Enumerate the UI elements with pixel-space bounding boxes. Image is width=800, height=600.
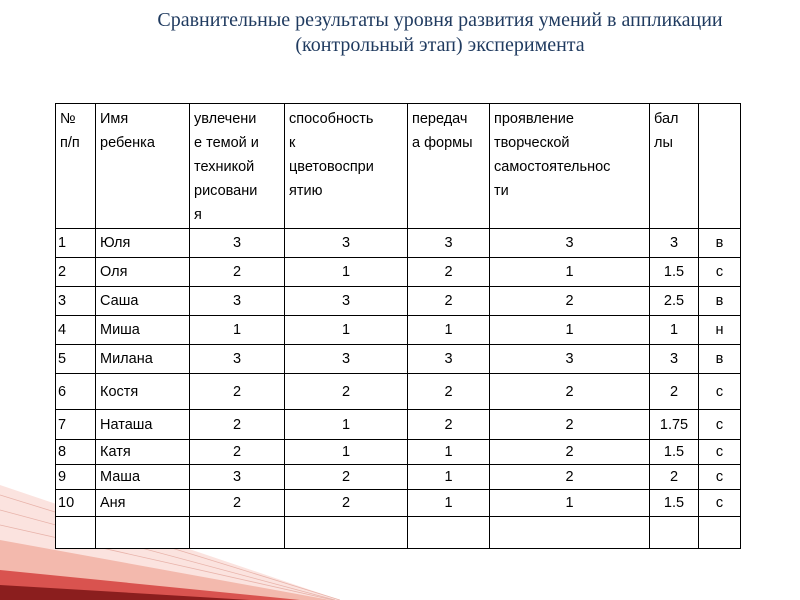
col-score-cell: 2 xyxy=(650,374,699,410)
col-name-cell: Костя xyxy=(96,374,190,410)
header-line: ятию xyxy=(289,183,323,199)
col-form-cell xyxy=(408,517,490,549)
header-line: к xyxy=(289,135,296,151)
header-col-number xyxy=(56,104,96,229)
col-creativity-cell: 2 xyxy=(490,465,650,490)
header-line: п/п xyxy=(60,135,80,151)
col-color-cell xyxy=(285,517,408,549)
col-form-cell: 2 xyxy=(408,287,490,316)
col-interest-cell xyxy=(190,517,285,549)
header-line: ребенка xyxy=(100,135,155,151)
col-score-cell: 2 xyxy=(650,465,699,490)
col-level-cell: с xyxy=(699,374,741,410)
col-score-cell: 1.5 xyxy=(650,490,699,517)
col-color-cell: 1 xyxy=(285,410,408,440)
col-creativity-cell: 2 xyxy=(490,287,650,316)
header-line: я xyxy=(194,207,202,223)
header-line: творческой xyxy=(494,135,570,151)
col-interest-cell: 2 xyxy=(190,490,285,517)
col-color-cell: 1 xyxy=(285,316,408,345)
col-creativity-cell: 3 xyxy=(490,229,650,258)
table-row xyxy=(56,410,741,440)
col-interest-cell: 3 xyxy=(190,465,285,490)
col-number-cell: 4 xyxy=(56,316,96,345)
col-score-cell: 1.5 xyxy=(650,258,699,287)
col-score-cell: 1 xyxy=(650,316,699,345)
col-score-cell xyxy=(650,517,699,549)
col-name-cell: Наташа xyxy=(96,410,190,440)
col-name-cell: Юля xyxy=(96,229,190,258)
col-level-cell: в xyxy=(699,345,741,374)
col-form-cell: 1 xyxy=(408,316,490,345)
col-level-cell: с xyxy=(699,258,741,287)
col-level-cell: с xyxy=(699,465,741,490)
table-row xyxy=(56,490,741,517)
col-creativity-cell xyxy=(490,517,650,549)
col-number-cell: 9 xyxy=(56,465,96,490)
results-table xyxy=(55,103,741,549)
col-level-cell: с xyxy=(699,490,741,517)
col-number-cell: 7 xyxy=(56,410,96,440)
col-interest-cell: 2 xyxy=(190,374,285,410)
col-number-cell: 1 xyxy=(56,229,96,258)
col-color-cell: 3 xyxy=(285,287,408,316)
slide-title xyxy=(95,8,785,58)
col-interest-cell: 3 xyxy=(190,229,285,258)
col-score-cell: 1.5 xyxy=(650,440,699,465)
header-line: бал xyxy=(654,111,679,127)
col-creativity-cell: 3 xyxy=(490,345,650,374)
header-col-name xyxy=(96,104,190,229)
col-form-cell: 1 xyxy=(408,490,490,517)
col-number-cell: 8 xyxy=(56,440,96,465)
col-interest-cell: 3 xyxy=(190,345,285,374)
col-color-cell: 3 xyxy=(285,229,408,258)
title-line-1: Сравнительные результаты уровня развития умений в аппликации xyxy=(157,9,723,31)
col-number-cell: 3 xyxy=(56,287,96,316)
header-col-score xyxy=(650,104,699,229)
col-level-cell: н xyxy=(699,316,741,345)
col-number-cell xyxy=(56,517,96,549)
col-form-cell: 2 xyxy=(408,374,490,410)
col-creativity-cell: 1 xyxy=(490,258,650,287)
table-row xyxy=(56,345,741,374)
col-name-cell: Маша xyxy=(96,465,190,490)
col-color-cell: 2 xyxy=(285,374,408,410)
header-line: проявление xyxy=(494,111,574,127)
col-color-cell: 1 xyxy=(285,258,408,287)
header-line: а формы xyxy=(412,135,473,151)
header-col-interest xyxy=(190,104,285,229)
col-score-cell: 1.75 xyxy=(650,410,699,440)
header-line: техникой xyxy=(194,159,255,175)
col-number-cell: 10 xyxy=(56,490,96,517)
col-level-cell: с xyxy=(699,410,741,440)
col-form-cell: 1 xyxy=(408,465,490,490)
header-line: цветовоспри xyxy=(289,159,374,175)
header-line: е темой и xyxy=(194,135,259,151)
col-level-cell: в xyxy=(699,229,741,258)
header-line: рисовани xyxy=(194,183,258,199)
header-line: самостоятельнос xyxy=(494,159,611,175)
col-color-cell: 2 xyxy=(285,490,408,517)
col-level-cell: в xyxy=(699,287,741,316)
table-row xyxy=(56,258,741,287)
col-color-cell: 3 xyxy=(285,345,408,374)
table-row xyxy=(56,517,741,549)
col-name-cell: Саша xyxy=(96,287,190,316)
col-form-cell: 3 xyxy=(408,345,490,374)
col-creativity-cell: 1 xyxy=(490,316,650,345)
title-line-2: (контрольный этап) эксперимента xyxy=(295,34,585,56)
col-score-cell: 3 xyxy=(650,229,699,258)
header-line: увлечени xyxy=(194,111,257,127)
col-name-cell xyxy=(96,517,190,549)
col-level-cell xyxy=(699,517,741,549)
col-form-cell: 1 xyxy=(408,440,490,465)
col-interest-cell: 2 xyxy=(190,258,285,287)
header-line: лы xyxy=(654,135,673,151)
col-interest-cell: 1 xyxy=(190,316,285,345)
col-score-cell: 3 xyxy=(650,345,699,374)
table-row xyxy=(56,229,741,258)
col-name-cell: Аня xyxy=(96,490,190,517)
col-color-cell: 2 xyxy=(285,465,408,490)
header-line: передач xyxy=(412,111,468,127)
table-row xyxy=(56,287,741,316)
header-line: Имя xyxy=(100,111,129,127)
header-line: № xyxy=(60,111,76,127)
table-row xyxy=(56,374,741,410)
header-col-form xyxy=(408,104,490,229)
col-creativity-cell: 2 xyxy=(490,374,650,410)
table-row xyxy=(56,465,741,490)
col-name-cell: Оля xyxy=(96,258,190,287)
col-level-cell: с xyxy=(699,440,741,465)
header-col-color xyxy=(285,104,408,229)
col-creativity-cell: 2 xyxy=(490,410,650,440)
header-line: ти xyxy=(494,183,509,199)
header-line: способность xyxy=(289,111,374,127)
col-score-cell: 2.5 xyxy=(650,287,699,316)
header-col-creativity xyxy=(490,104,650,229)
col-interest-cell: 3 xyxy=(190,287,285,316)
col-color-cell: 1 xyxy=(285,440,408,465)
col-number-cell: 6 xyxy=(56,374,96,410)
header-row xyxy=(56,104,741,229)
col-interest-cell: 2 xyxy=(190,440,285,465)
col-creativity-cell: 1 xyxy=(490,490,650,517)
table-row xyxy=(56,440,741,465)
col-name-cell: Катя xyxy=(96,440,190,465)
col-form-cell: 3 xyxy=(408,229,490,258)
table-row xyxy=(56,316,741,345)
col-form-cell: 2 xyxy=(408,258,490,287)
col-creativity-cell: 2 xyxy=(490,440,650,465)
col-interest-cell: 2 xyxy=(190,410,285,440)
header-col-level xyxy=(699,104,741,229)
col-number-cell: 5 xyxy=(56,345,96,374)
col-number-cell: 2 xyxy=(56,258,96,287)
col-name-cell: Миша xyxy=(96,316,190,345)
col-name-cell: Милана xyxy=(96,345,190,374)
col-form-cell: 2 xyxy=(408,410,490,440)
